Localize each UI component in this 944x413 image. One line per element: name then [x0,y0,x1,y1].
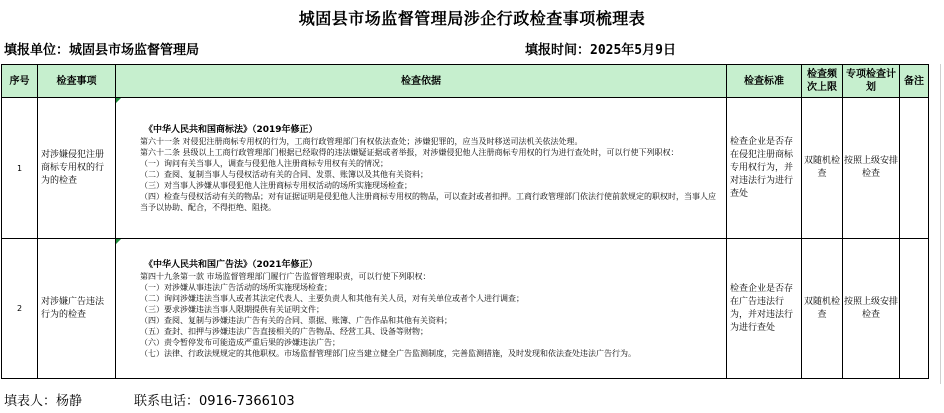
footer-filler: 填表人：杨静 [4,394,83,409]
row-basis [116,98,727,239]
row-item: 对涉嫌侵犯注册商标专用权的行为的检查 [38,98,116,239]
row-seq: 2 [2,239,38,379]
fill-unit: 填报单位：城固县市场监督管理局 [4,43,200,58]
law-sub-item: （四）查阅、复制与涉嫌违法广告有关的合同、票据、账簿、广告作品和其他有关资料； [140,315,452,325]
header-item: 检查事项 [38,65,116,98]
row-plan: 按照上级安排检查 [843,239,900,379]
header-standard: 检查标准 [727,65,802,98]
row-standard: 检查企业是否存在侵犯注册商标专用权行为，并对违法行为进行查处 [727,98,802,239]
law-title: 《中华人民共和国商标法》（2019年修正） [144,124,318,135]
header-seq: 序号 [2,65,38,98]
header-remark: 备注 [900,65,929,98]
law-title: 《中华人民共和国广告法》（2021年修正） [144,259,318,270]
law-sub-item: （二）查阅、复制当事人与侵权活动有关的合同、发票、账簿以及其他有关资料； [140,169,428,179]
law-sub-item: （一）询问有关当事人，调查与侵犯他人注册商标专用权有关的情况； [140,158,388,168]
table-header-row [2,65,929,98]
law-sub-item: （三）要求涉嫌违法当事人限期提供有关证明文件； [140,304,324,314]
header-frequency: 检查频次上限 [802,65,843,98]
header-basis: 检查依据 [116,65,727,98]
law-sub-item: （二）询问涉嫌违法当事人或者其法定代表人、主要负责人和其他有关人员，对有关单位或者个人进行调查； [140,293,524,303]
law-sub-item: （七）法律、行政法规规定的其他职权。市场监督管理部门应当建立健全广告监测制度，完善监测措施，及时发现和依法查处违法广告行为。 [140,348,636,358]
law-article: 第六十二条 县级以上工商行政管理部门根据已经取得的违法嫌疑证据或者举报，对涉嫌侵犯他人注册商标专用权的行为进行查处时，可以行使下列职权： [140,147,679,157]
law-sub-item: （一）对涉嫌从事违法广告活动的场所实施现场检查； [140,282,332,292]
row-seq: 1 [2,98,38,239]
row-standard: 检查企业是否存在广告违法行为，并对违法行为进行查处 [727,239,802,379]
row-remark [900,98,929,239]
row-frequency: 双随机检查 [802,239,843,379]
table-row [2,98,929,239]
comment-marker-icon [116,98,121,103]
row-frequency: 双随机检查 [802,98,843,239]
header-plan: 专项检查计划 [843,65,900,98]
row-plan: 按照上级安排检查 [843,98,900,239]
law-sub-item: （四）检查与侵权活动有关的物品；对有证据证明是侵犯他人注册商标专用权的物品，可以查封或者扣押。工商行政管理部门依法行使前款规定的职权时，当事人应当予以协助、配合，不得拒绝、阻挠。 [140,191,716,212]
law-article: 第六十一条 对侵犯注册商标专用权的行为，工商行政管理部门有权依法查处；涉嫌犯罪的，应当及时移送司法机关依法处理。 [140,136,583,146]
footer-phone: 联系电话：0916-7366103 [134,394,295,409]
page-title: 城固县市场监督管理局涉企行政检查事项梳理表 [298,9,646,28]
row-item: 对涉嫌广告违法行为的检查 [38,239,116,379]
fill-info-row [4,39,940,59]
row-remark [900,239,929,379]
table-row [2,239,929,379]
comment-marker-icon [116,239,121,244]
law-sub-item: （五）查封、扣押与涉嫌违法广告直接相关的广告物品、经营工具、设备等财物； [140,326,428,336]
law-sub-item: （三）对当事人涉嫌从事侵犯他人注册商标专用权活动的场所实施现场检查； [140,180,412,190]
law-sub-item: （六）责令暂停发布可能造成严重后果的涉嫌违法广告； [140,337,340,347]
fill-date: 填报时间：2025年5月9日 [525,43,676,58]
inspection-table [1,64,929,379]
row-basis [116,239,727,379]
sheet-gridline [940,64,941,384]
law-article: 第四十九条第一款 市场监督管理部门履行广告监督管理职责，可以行使下列职权： [140,271,431,281]
